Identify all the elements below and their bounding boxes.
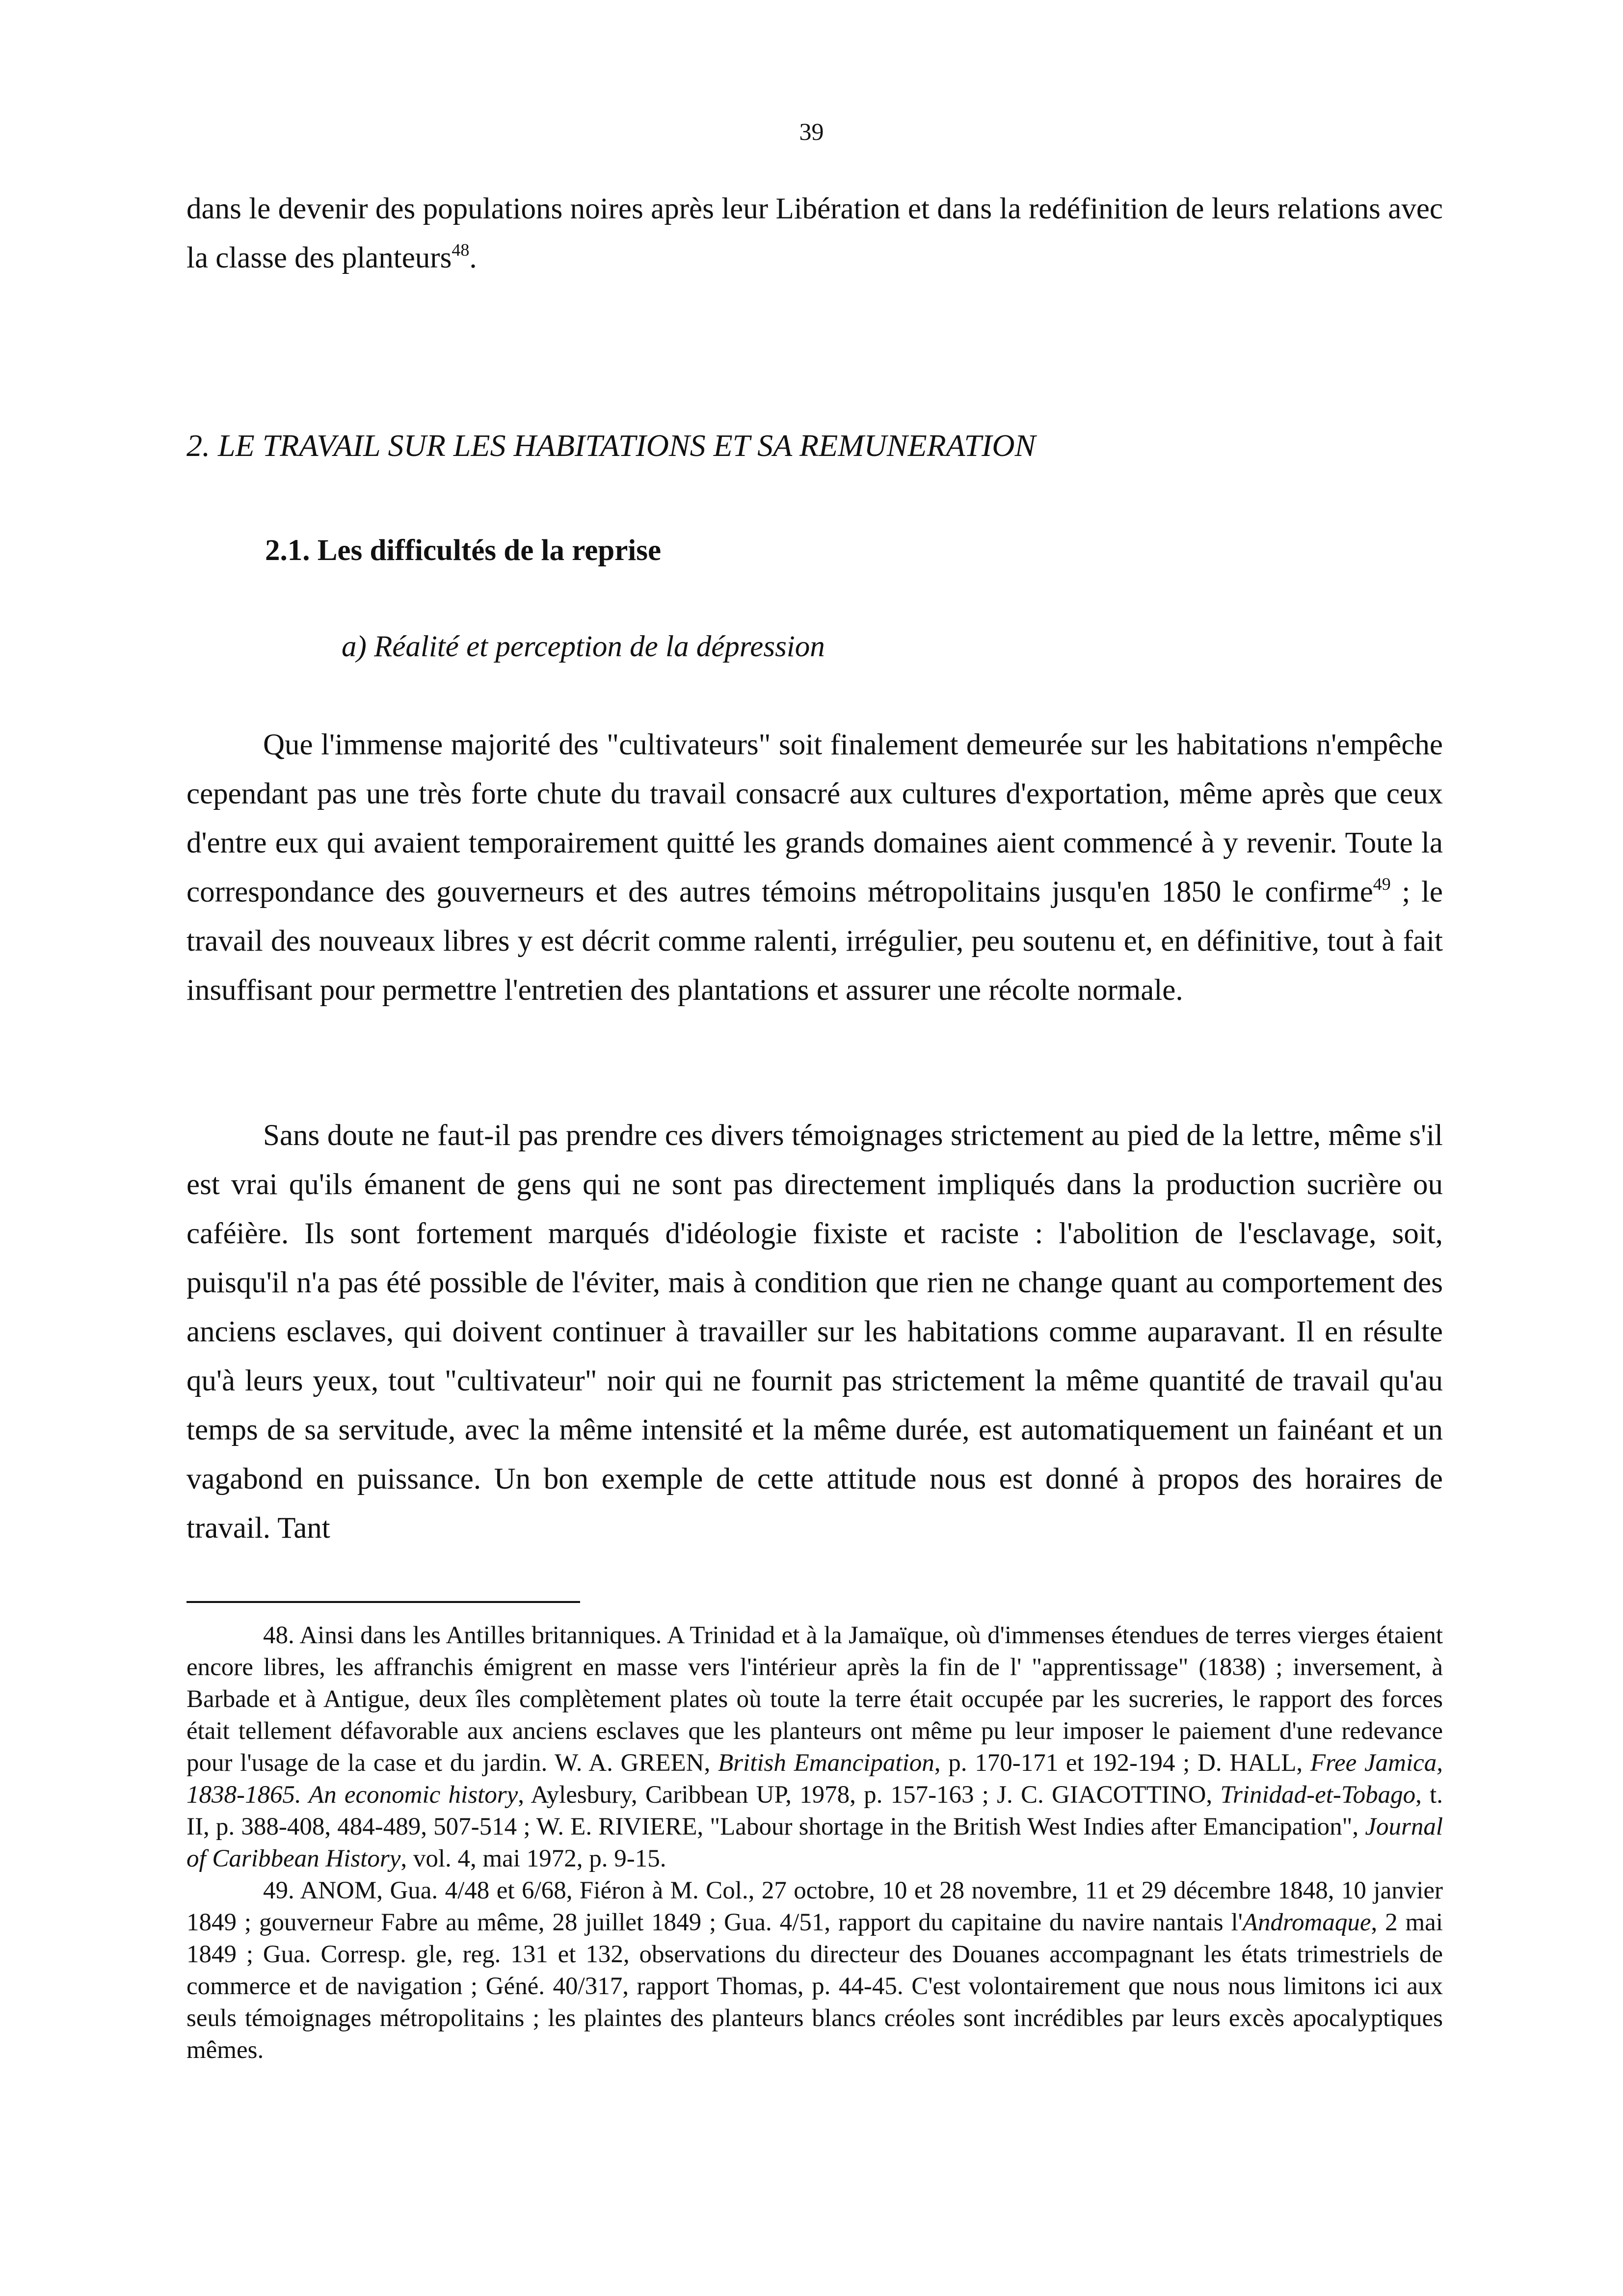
paragraph-1-part-1: Que l'immense majorité des "cultivateurs" soit finalement demeurée sur les habitations n'empêche cependant pas une très forte chute du travail consacré aux cultures d'exportation, même après que ceux d'entre eux qui avaient temporairement quitté les grands domaines aient commencé à y revenir. Toute la correspondance des gouverneurs et des autres témoins métropolitains jusqu'en 1850 le confirme xyxy=(186,728,1443,908)
paragraph-1-part-2: ; le travail des nouveaux libres y est décrit comme ralenti, irrégulier, peu soutenu et, en définitive, tout à fait insuffisant pour permettre l'entretien des plantations et assurer une récolte normale. xyxy=(186,876,1443,1007)
intro-paragraph-block xyxy=(186,185,1443,283)
footnote-separator xyxy=(186,1601,580,1603)
footnote-49-text-2: , 2 mai 1849 ; Gua. Corresp. gle, reg. 131 et 132, observations du directeur des Douanes accompagnant les états trimestriels de commerce et de navigation ; Géné. 40/317, rapport Thomas, p. 44-45. C'est volontairement que nous nous limitons ici aux seuls témoignages métropolitains ; les plaintes des planteurs blancs créoles sont incrédibles par leurs excès apocalyptiques mêmes. xyxy=(186,1909,1443,2064)
intro-text: dans le devenir des populations noires après leur Libération et dans la redéfinition de leurs relations avec la classe des planteurs xyxy=(186,192,1443,274)
footnote-48-title-4: Journal of Caribbean History xyxy=(186,1813,1443,1872)
footnote-48-title-2: Free Jamica, 1838-1865. An economic history xyxy=(186,1749,1443,1809)
footnote-48-number: 48. xyxy=(263,1622,294,1649)
section-title: 2. LE TRAVAIL SUR LES HABITATIONS ET SA REMUNERATION xyxy=(186,428,1036,463)
paragraph-2-block xyxy=(186,1111,1443,1553)
footnote-ref-48[interactable]: 48 xyxy=(452,240,470,260)
footnote-ref-49[interactable]: 49 xyxy=(1373,874,1391,894)
paragraph-2: Sans doute ne faut-il pas prendre ces divers témoignages strictement au pied de la lettre, même s'il est vrai qu'ils émanent de gens qui ne sont pas directement impliqués dans la production sucrière ou caféière. Ils sont fortement marqués d'idéologie fixiste et raciste : l'abolition de l'esclavage, soit, puisqu'il n'a pas été possible de l'éviter, mais à condition que rien ne change quant au comportement des anciens esclaves, qui doivent continuer à travailler sur les habitations comme auparavant. Il en résulte qu'à leurs yeux, tout "cultivateur" noir qui ne fournit pas strictement la même quantité de travail qu'au temps de sa servitude, avec la même intensité et la même durée, est automatiquement un fainéant et un vagabond en puissance. Un bon exemple de cette attitude nous est donné à propos des horaires de travail. Tant xyxy=(186,1119,1443,1545)
paragraph-1-block xyxy=(186,721,1443,1015)
subsubsection-title: a) Réalité et perception de la dépression xyxy=(342,630,825,663)
intro-paragraph xyxy=(186,185,1443,283)
subsection-title: 2.1. Les difficultés de la reprise xyxy=(265,534,662,567)
footnote-48-text-5: , vol. 4, mai 1972, p. 9-15. xyxy=(400,1845,666,1872)
footnote-48-text-4: , t. II, p. 388-408, 484-489, 507-514 ; W. E. RIVIERE, "Labour shortage in the British West Indies after Emancipation", xyxy=(186,1781,1443,1841)
page-number: 39 xyxy=(799,118,824,145)
footnote-48-text-3: , Aylesbury, Caribbean UP, 1978, p. 157-163 ; J. C. GIACOTTINO, xyxy=(518,1781,1221,1809)
footnote-49-text-1: ANOM, Gua. 4/48 et 6/68, Fiéron à M. Col., 27 octobre, 10 et 28 novembre, 11 et 29 décembre 1848, 10 janvier 1849 ; gouverneur Fabre au même, 28 juillet 1849 ; Gua. 4/51, rapport du capitaine du navire nantais l' xyxy=(186,1877,1443,1936)
footnote-49 xyxy=(186,1875,1443,2066)
footnote-48-title-3: Trinidad-et-Tobago xyxy=(1220,1781,1416,1809)
footnote-48-title-1: British Emancipation xyxy=(718,1749,934,1777)
footnote-49-title-1: Andromaque xyxy=(1242,1909,1371,1936)
paragraph-1 xyxy=(186,721,1443,1015)
footnote-48-text-2: , p. 170-171 et 192-194 ; D. HALL, xyxy=(934,1749,1310,1777)
intro-end: . xyxy=(469,241,477,274)
footnote-48 xyxy=(186,1620,1443,1875)
footnote-49-number: 49. xyxy=(263,1877,294,1904)
footnotes xyxy=(186,1620,1443,2066)
footnote-48-text-1: Ainsi dans les Antilles britanniques. A Trinidad et à la Jamaïque, où d'immenses étendues de terres vierges étaient encore libres, les affranchis émigrent en masse vers l'intérieur après la fin de l' "apprentissage" (1838) ; inversement, à Barbade et à Antigue, deux îles complètement plates où toute la terre était occupée par les sucreries, le rapport des forces était tellement défavorable aux anciens esclaves que les planteurs ont même pu leur imposer le paiement d'une redevance pour l'usage de la case et du jardin. W. A. GREEN, xyxy=(186,1622,1443,1777)
